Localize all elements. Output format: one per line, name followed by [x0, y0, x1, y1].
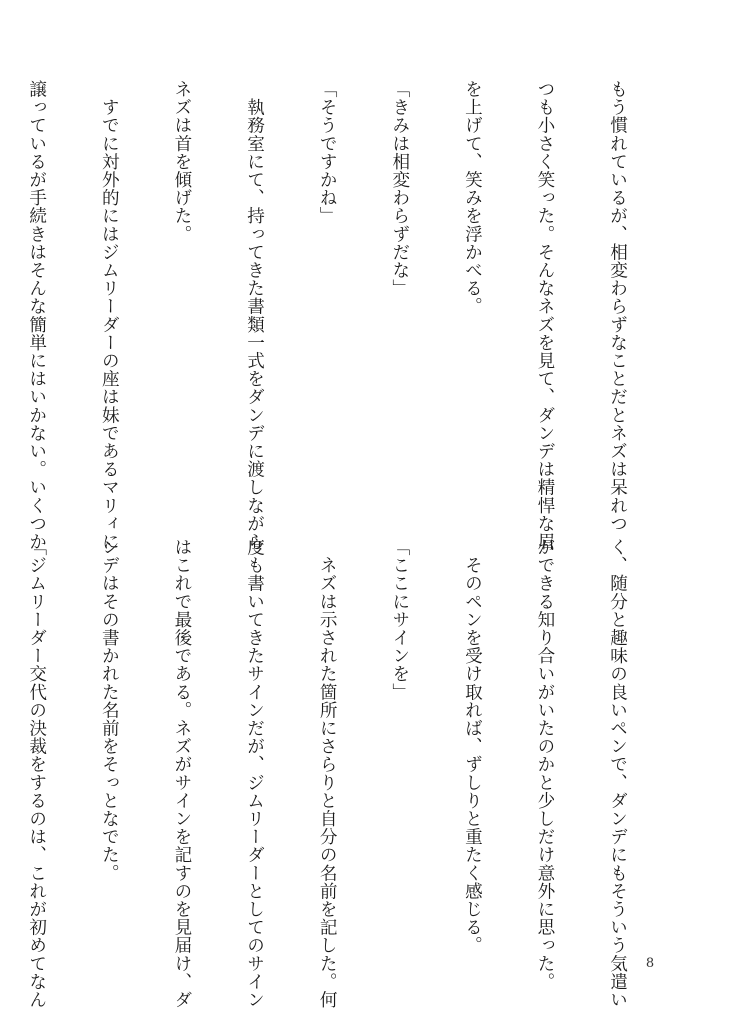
text-line: はこれで最後である。ネズがサインを記すのを見届け、ダ: [171, 538, 192, 1009]
text-line: く、随分と趣味の良いペンで、ダンデにもそういう気遣い: [607, 538, 628, 1009]
text-line: 執務室にて、持ってきた書類一式をダンデに渡しながら: [244, 80, 265, 551]
lower-text-block: [26, 538, 678, 1009]
text-line: を上げて、笑みを浮かべる。: [462, 80, 483, 316]
text-line: すでに対外的にはジムリーダーの座は妹であるマリィに: [99, 80, 120, 551]
text-line: ができる知り合いがいたのかと少しだけ意外に思った。: [534, 538, 555, 991]
text-line: 「きみは相変わらずだな」: [389, 80, 410, 298]
upper-text-block: [26, 80, 678, 551]
text-line: 譲っているが手続きはそんな簡単にはいかない。いくつか: [26, 80, 47, 551]
text-line: ンデはその書かれた名前をそっとなでた。: [99, 538, 120, 882]
text-line: もう慣れているが、相変わらずなことだとネズは呆れつ: [607, 80, 628, 533]
text-line: つも小さく笑った。そんなネズを見て、ダンデは精悍な眉: [534, 80, 555, 551]
text-line: ネズは首を傾げた。: [171, 80, 192, 243]
text-line: ネズは示された箇所にさらりと自分の名前を記した。何: [317, 538, 338, 1009]
text-line: 「そうですかね」: [317, 80, 338, 225]
text-line: 「ジムリーダー交代の決裁をするのは、これが初めてなん: [26, 538, 47, 1009]
text-line: 「ここにサインを」: [389, 538, 410, 701]
page-number: 8: [645, 956, 655, 971]
text-line: 度も書いてきたサインだが、ジムリーダーとしてのサイン: [244, 538, 265, 1009]
text-line: そのペンを受け取れば、ずしりと重たく感じる。: [462, 538, 483, 955]
